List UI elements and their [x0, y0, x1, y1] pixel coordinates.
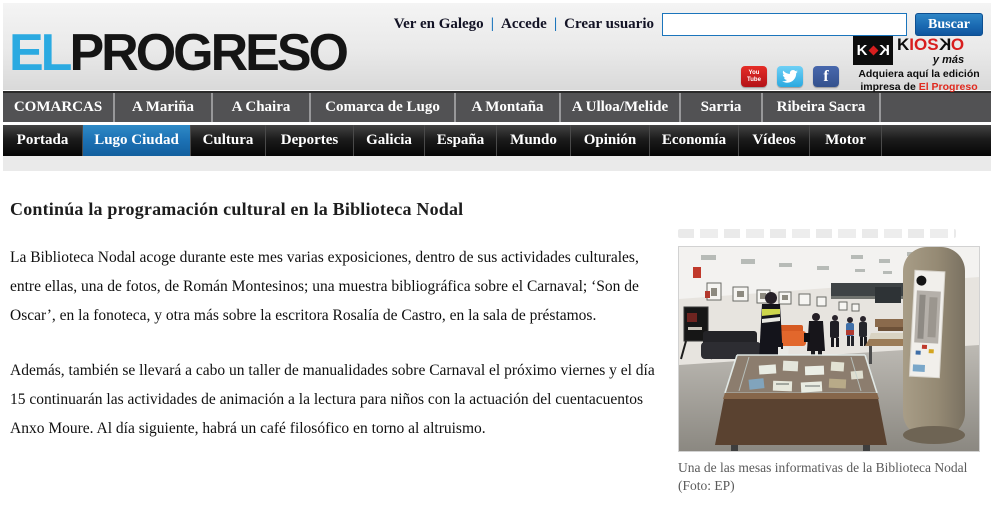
nav-item-comarca-de-lugo[interactable]: Comarca de Lugo — [311, 93, 454, 122]
article-media — [678, 199, 980, 495]
kiosko-diamond-icon — [868, 46, 878, 56]
twitter-bird-icon — [782, 70, 798, 83]
nav-item-economia[interactable]: Economía — [650, 125, 739, 156]
nav-item-portada[interactable]: Portada — [3, 125, 83, 156]
site-logo[interactable] — [9, 24, 346, 82]
nav-sections-filler — [882, 125, 991, 156]
nav-item-lugo-ciudad[interactable]: Lugo Ciudad — [83, 125, 191, 156]
nav-sections — [3, 125, 991, 156]
link-separator: | — [553, 16, 558, 32]
link-ver-en-galego[interactable]: Ver en Galego — [393, 16, 484, 32]
search-button[interactable]: Buscar — [915, 13, 983, 36]
nav-item-a-montana[interactable]: A Montaña — [456, 93, 559, 122]
article — [10, 199, 658, 495]
page — [0, 3, 994, 511]
nav-item-deportes[interactable]: Deportes — [266, 125, 354, 156]
kiosko-ymas: y más — [932, 54, 965, 66]
search-input[interactable] — [662, 13, 907, 36]
kiosko-tagline: Adquiera aquí la edición impresa de El Progreso — [858, 68, 980, 93]
nav-item-ribeira-sacra[interactable]: Ribeira Sacra — [763, 93, 879, 122]
logo-el: EL — [9, 24, 70, 82]
faded-text-artifact — [678, 229, 956, 238]
photo-caption: Una de las mesas informativas de la Biblioteca Nodal (Foto: EP) — [678, 460, 968, 494]
kiosko-wordmark: KIOSKO — [897, 35, 965, 54]
kiosko-logo — [853, 36, 985, 66]
kiosko-box-k: K — [856, 42, 868, 59]
kiosko-logo-icon — [853, 36, 893, 65]
sub-nav-strip — [3, 156, 991, 171]
article-photo-illustration — [679, 247, 979, 451]
nav-item-sarria[interactable]: Sarria — [681, 93, 761, 122]
link-separator: | — [490, 16, 494, 32]
main-content — [0, 171, 994, 495]
article-paragraph-1: La Biblioteca Nodal acoge durante este mes varias exposiciones, dentro de sus actividades culturales, entre ellas, una de fotos, de Román Montesinos; una muestra bibliográfica sobre el Carnaval; ‘Son de Oscar’, en la fonoteca, y otra más sobre la escritora Rosalía de Castro, en la sala de préstamos. — [10, 249, 639, 324]
nav-item-a-chaira[interactable]: A Chaira — [213, 93, 309, 122]
topbar — [394, 13, 983, 36]
link-crear-usuario[interactable]: Crear usuario — [564, 16, 654, 32]
kiosko-box-k-flipped: K — [878, 42, 890, 59]
header-right-cluster — [741, 36, 985, 93]
social-icons — [741, 66, 839, 93]
nav-item-motor[interactable]: Motor — [810, 125, 882, 156]
facebook-icon[interactable]: f — [813, 66, 839, 87]
nav-item-comarcas[interactable]: COMARCAS — [3, 93, 113, 122]
nav-comarcas-filler — [881, 93, 991, 122]
site-header — [3, 3, 991, 93]
nav-comarcas — [3, 91, 991, 122]
nav-item-opinion[interactable]: Opinión — [571, 125, 650, 156]
nav-item-a-marina[interactable]: A Mariña — [115, 93, 211, 122]
nav-item-videos[interactable]: Vídeos — [739, 125, 810, 156]
nav-item-a-ulloa-melide[interactable]: A Ulloa/Melide — [561, 93, 679, 122]
kiosko-ad[interactable] — [853, 36, 985, 93]
article-paragraph-2: Además, también se llevará a cabo un taller de manualidades sobre Carnaval el próximo viernes y el día 15 continuarán las actividades de animación a la lectura para niños con la actuación del cuentacuentos Anxo Moure. Al día siguiente, habrá un café filosófico en torno al altruismo. — [10, 362, 655, 437]
nav-item-cultura[interactable]: Cultura — [191, 125, 266, 156]
topbar-links — [394, 16, 654, 33]
youtube-icon[interactable]: You Tube — [741, 66, 767, 87]
twitter-icon[interactable] — [777, 66, 803, 87]
nav-item-mundo[interactable]: Mundo — [497, 125, 571, 156]
link-accede[interactable]: Accede — [501, 16, 547, 32]
nav-item-espana[interactable]: España — [425, 125, 497, 156]
article-photo — [678, 246, 980, 452]
article-title: Continúa la programación cultural en la Biblioteca Nodal — [10, 199, 464, 219]
nav-item-galicia[interactable]: Galicia — [354, 125, 425, 156]
logo-progreso: PROGRESO — [69, 24, 346, 82]
